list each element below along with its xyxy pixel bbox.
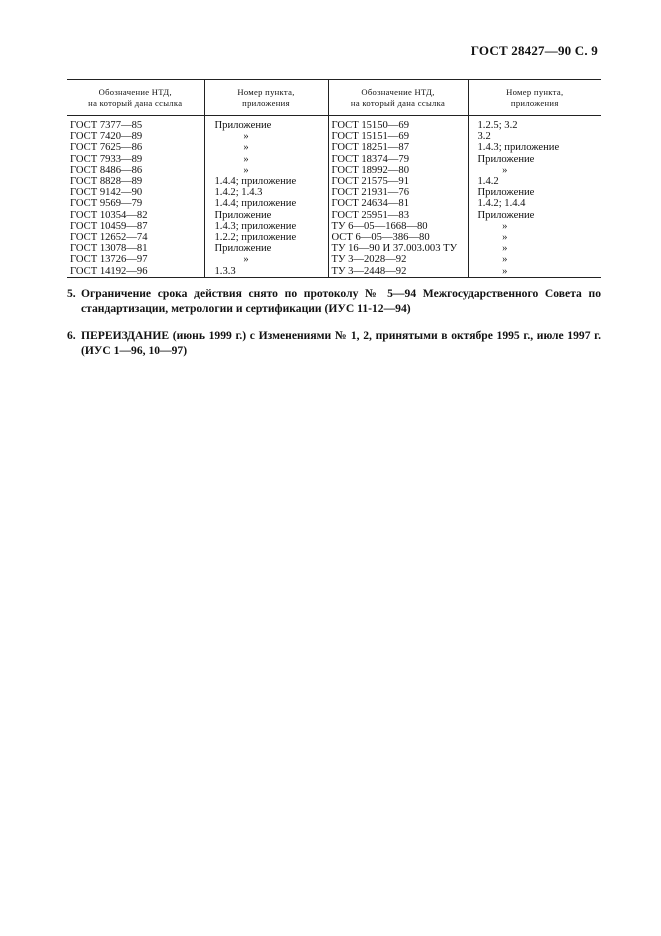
clause-number: » bbox=[468, 266, 601, 278]
note-number: 5. bbox=[67, 287, 76, 300]
table-row bbox=[67, 187, 601, 198]
note-5 bbox=[67, 286, 601, 316]
ntd-designation: ГОСТ 18374—79 bbox=[328, 154, 468, 165]
note-text: ПЕРЕИЗДАНИЕ (июнь 1999 г.) с Изменениями № 1, 2, принятыми в октябре 1995 г., июле 1997 г. (ИУС 1—96, 10—97) bbox=[81, 329, 601, 357]
note-6 bbox=[67, 328, 601, 358]
clause-number: 1.2.5; 3.2 bbox=[468, 116, 601, 132]
column-header: Номер пункта, приложения bbox=[468, 80, 601, 116]
column-header: Обозначение НТД, на который дана ссылка bbox=[328, 80, 468, 116]
table-row bbox=[67, 154, 601, 165]
clause-number: » bbox=[468, 221, 601, 232]
clause-number: Приложение bbox=[204, 210, 328, 221]
clause-number: 1.4.2; 1.4.4 bbox=[468, 198, 601, 209]
clause-number: 1.2.2; приложение bbox=[204, 232, 328, 243]
ntd-designation: ТУ 6—05—1668—80 bbox=[328, 221, 468, 232]
ntd-designation: ГОСТ 8486—86 bbox=[70, 164, 143, 176]
clause-number: 1.4.3; приложение bbox=[204, 221, 328, 232]
ntd-designation: ГОСТ 9569—79 bbox=[70, 198, 143, 210]
ntd-designation: ТУ 16—90 И 37.003.003 ТУ bbox=[328, 243, 468, 254]
ntd-designation: ГОСТ 13078—81 bbox=[70, 243, 148, 255]
table-header-row bbox=[67, 80, 601, 116]
clause-number: » bbox=[468, 232, 601, 243]
clause-number: » bbox=[468, 243, 601, 254]
column-header: Номер пункта, приложения bbox=[204, 80, 328, 116]
clause-number: 1.4.3; приложение bbox=[468, 142, 601, 153]
ntd-designation: ОСТ 6—05—386—80 bbox=[328, 232, 468, 243]
table-row bbox=[67, 221, 601, 232]
clause-number: 1.4.4; приложение bbox=[204, 198, 328, 209]
table-row bbox=[67, 254, 601, 265]
clause-number: » bbox=[204, 142, 328, 153]
clause-number: Приложение bbox=[468, 187, 601, 198]
ntd-designation: ТУ 3—2028—92 bbox=[328, 254, 468, 265]
table-row bbox=[67, 198, 601, 209]
note-text: Ограничение срока действия снято по протоколу № 5—94 Межгосударственного Совета по стандартизации, метрологии и сертификации (ИУС 11-12—94) bbox=[81, 287, 601, 315]
table-row bbox=[67, 165, 601, 176]
clause-number: » bbox=[204, 165, 328, 176]
ntd-designation: ГОСТ 15151—69 bbox=[328, 131, 468, 142]
table-row bbox=[67, 131, 601, 142]
table-row bbox=[67, 232, 601, 243]
clause-number: » bbox=[204, 254, 328, 265]
notes bbox=[67, 286, 601, 370]
clause-number: » bbox=[468, 254, 601, 265]
note-number: 6. bbox=[67, 329, 76, 342]
clause-number: Приложение bbox=[468, 210, 601, 221]
ntd-designation: ГОСТ 18992—80 bbox=[328, 165, 468, 176]
ntd-designation: ГОСТ 12652—74 bbox=[70, 232, 148, 244]
ntd-designation: ГОСТ 21931—76 bbox=[328, 187, 468, 198]
table-row bbox=[67, 243, 601, 254]
clause-number: 1.3.3 bbox=[204, 266, 328, 278]
ntd-designation: ГОСТ 18251—87 bbox=[328, 142, 468, 153]
clause-number: » bbox=[204, 154, 328, 165]
table-row bbox=[67, 266, 601, 278]
table-row bbox=[67, 142, 601, 153]
clause-number: » bbox=[468, 165, 601, 176]
table-row bbox=[67, 210, 601, 221]
reference-table bbox=[67, 79, 601, 278]
clause-number: 1.4.4; приложение bbox=[204, 176, 328, 187]
clause-number: Приложение bbox=[204, 116, 328, 132]
clause-number: Приложение bbox=[204, 243, 328, 254]
ntd-designation: ГОСТ 7377—85 bbox=[70, 120, 143, 131]
ntd-designation: ГОСТ 8828—89 bbox=[70, 176, 143, 188]
ntd-designation: ГОСТ 10354—82 bbox=[70, 209, 148, 221]
clause-number: Приложение bbox=[468, 154, 601, 165]
ntd-designation: ГОСТ 9142—90 bbox=[70, 187, 143, 199]
ntd-designation: ГОСТ 14192—96 bbox=[67, 266, 204, 278]
ntd-designation: ГОСТ 13726—97 bbox=[70, 254, 148, 266]
column-header: Обозначение НТД, на который дана ссылка bbox=[67, 80, 204, 116]
clause-number: » bbox=[204, 131, 328, 142]
clause-number: 1.4.2 bbox=[468, 176, 601, 187]
ntd-designation: ГОСТ 25951—83 bbox=[328, 210, 468, 221]
table-row bbox=[67, 116, 601, 132]
ntd-designation: ГОСТ 10459—87 bbox=[70, 220, 148, 232]
ntd-designation: ГОСТ 21575—91 bbox=[328, 176, 468, 187]
clause-number: 1.4.2; 1.4.3 bbox=[204, 187, 328, 198]
table-row bbox=[67, 176, 601, 187]
ntd-designation: ГОСТ 15150—69 bbox=[328, 116, 468, 132]
clause-number: 3.2 bbox=[468, 131, 601, 142]
ntd-designation: ГОСТ 7420—89 bbox=[70, 131, 143, 143]
ntd-designation: ГОСТ 7933—89 bbox=[70, 153, 143, 165]
page-header: ГОСТ 28427—90 С. 9 bbox=[470, 43, 598, 58]
ntd-designation: ТУ 3—2448—92 bbox=[328, 266, 468, 278]
ntd-designation: ГОСТ 7625—86 bbox=[70, 142, 143, 154]
ntd-designation: ГОСТ 24634—81 bbox=[328, 198, 468, 209]
